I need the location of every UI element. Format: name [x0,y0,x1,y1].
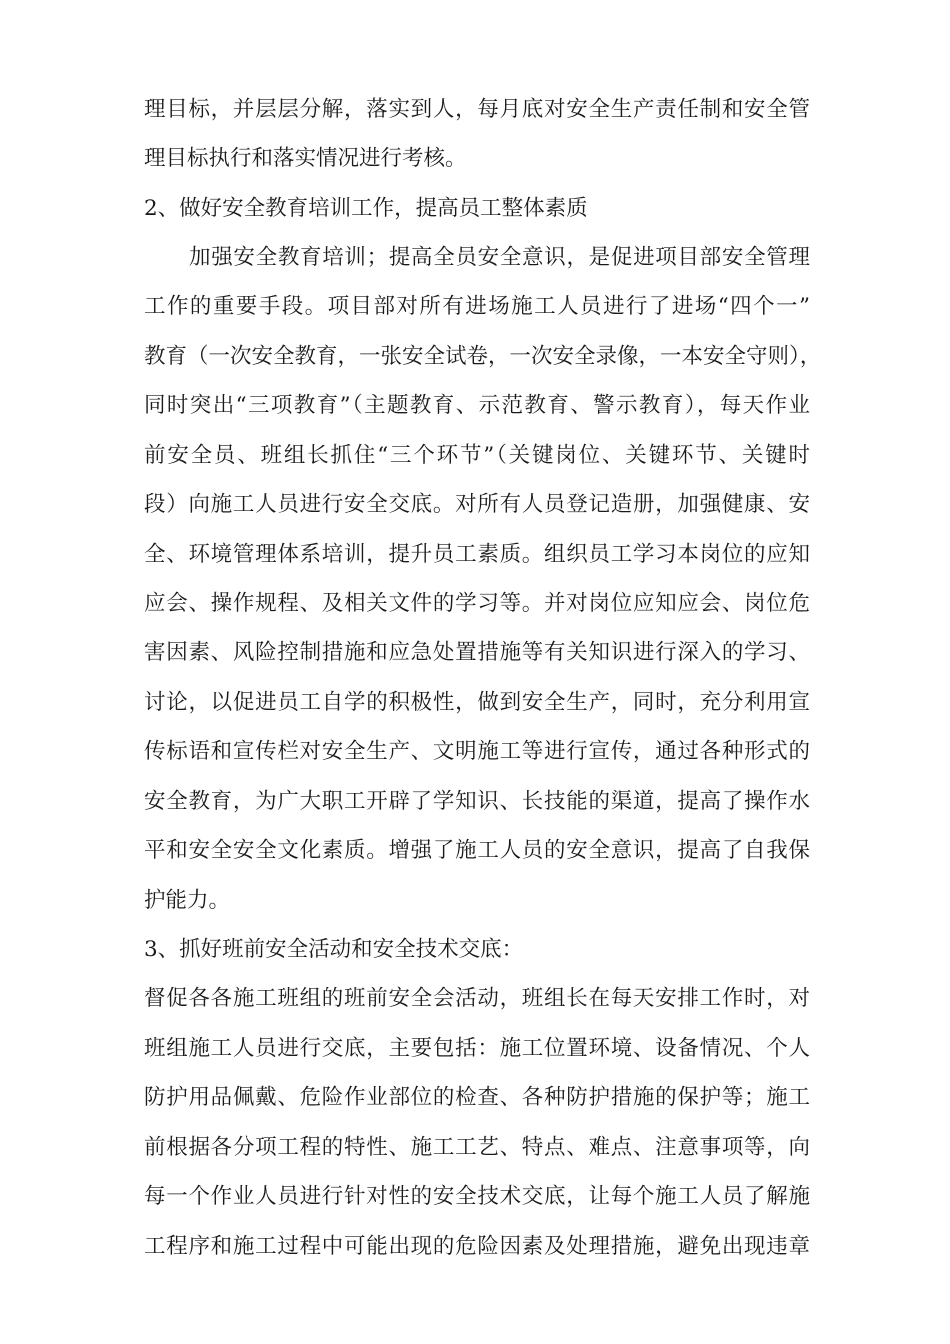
text-line: 工程序和施工过程中可能出现的危险因素及处理措施，避免出现违章 [144,1234,810,1259]
text-line: 理目标，并层层分解，落实到人，每月底对安全生产责任制和安全管 [144,97,810,122]
text-line: 每一个作业人员进行针对性的安全技术交底，让每个施工人员了解施 [144,1184,810,1209]
text-line: 传标语和宣传栏对安全生产、文明施工等进行宣传，通过各种形式的 [144,739,810,764]
text-line: 全、环境管理体系培训，提升员工素质。组织员工学习本岗位的应知 [144,542,810,567]
text-line: 应会、操作规程、及相关文件的学习等。并对岗位应知应会、岗位危 [144,591,810,616]
text-line: 同时突出“三项教育”（主题教育、示范教育、警示教育），每天作业 [144,393,810,418]
text-line: 防护用品佩戴、危险作业部位的检查、各种防护措施的保护等；施工 [144,1085,810,1110]
text-line: 班组施工人员进行交底，主要包括：施工位置环境、设备情况、个人 [144,1036,810,1061]
text-line: 理目标执行和落实情况进行考核。 [144,146,467,171]
text-line: 护能力。 [144,888,231,913]
section-heading: 2、做好安全教育培训工作，提高员工整体素质 [144,196,588,221]
text-line: 教育（一次安全教育，一张安全试卷，一次安全录像，一本安全守则）， [144,344,822,369]
text-line: 督促各各施工班组的班前安全会活动，班组长在每天安排工作时，对 [144,986,810,1011]
text-line: 工作的重要手段。项目部对所有进场施工人员进行了进场“四个一” [144,294,810,319]
text-line: 段）向施工人员进行安全交底。对所有人员登记造册，加强健康、安 [144,492,810,517]
text-line: 前安全员、班组长抓住“三个环节”（关键岗位、关键环节、关键时 [144,443,810,468]
text-line: 讨论，以促进员工自学的积极性，做到安全生产，同时，充分利用宣 [144,690,810,715]
text-line: 平和安全安全文化素质。增强了施工人员的安全意识，提高了自我保 [144,838,810,863]
text-line: 前根据各分项工程的特性、施工工艺、特点、难点、注意事项等，向 [144,1135,810,1160]
text-line: 安全教育，为广大职工开辟了学知识、长技能的渠道，提高了操作水 [144,789,810,814]
text-line: 害因素、风险控制措施和应急处置措施等有关知识进行深入的学习、 [144,640,810,665]
section-heading: 3、抓好班前安全活动和安全技术交底： [144,937,524,962]
text-line: 加强安全教育培训；提高全员安全意识，是促进项目部安全管理 [189,245,810,270]
